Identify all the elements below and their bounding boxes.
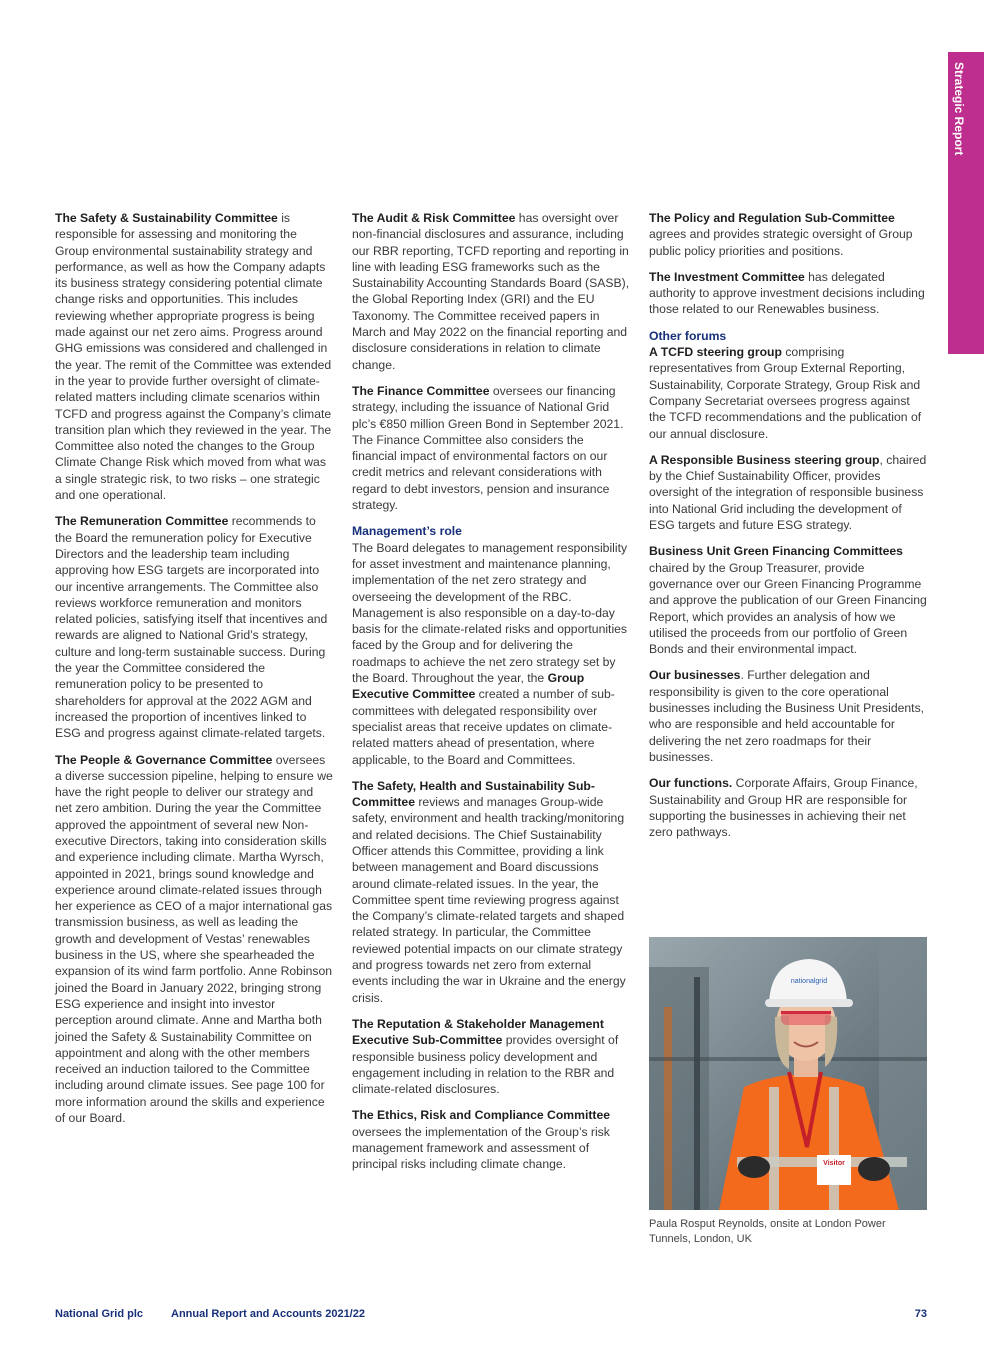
paragraph-our-functions [649, 775, 927, 840]
paragraph-lead: The Finance Committee [352, 383, 490, 398]
paragraph-people-governance [55, 752, 333, 1127]
paragraph-lead: The Audit & Risk Committee [352, 211, 516, 225]
paragraph-body: chaired by the Group Treasurer, provide governance over our Green Financing Programme and approve the publication of our Green Financing Report, which provides an analysis of how we utilised the proceeds from our portfolio of Green Bonds and their environmental impact. [649, 560, 927, 657]
paragraph-lead: The Policy and Regulation Sub-Committee [649, 211, 895, 225]
footer-report-title: Annual Report and Accounts 2021/22 [171, 1308, 365, 1320]
paragraph-investment [649, 269, 927, 318]
paragraph-reputation [352, 1016, 630, 1097]
paragraph-body: created a number of sub-committees with delegated responsibility over specialist areas that receive updates on climate-related matters ahead of presentation, where applicable, to the Board and Committees. [352, 687, 615, 767]
paragraph-tcfd [649, 344, 927, 442]
paragraph-body: provides oversight of responsible business policy development and engagement including in relation to the RBR and climate-related disclosures. [352, 1033, 619, 1097]
photo-caption: Paula Rosput Reynolds, onsite at London Power Tunnels, London, UK [649, 1218, 886, 1245]
column-middle [352, 210, 630, 1183]
paragraph-lead: The People & Governance Committee [55, 752, 273, 767]
paragraph-management [352, 540, 630, 768]
paragraph-green-financing [649, 543, 927, 657]
paragraph-lead: Business Unit Green Financing Committees [649, 544, 903, 559]
paragraph-body: oversees a diverse succession pipeline, helping to ensure we have the right people to deliver our strategy and net zero ambition. During the year the Committee approved the appointment of several new Non-executive Directors, taking into consideration skills and experience including climate. Martha Wyrsch, appointed in 2021, brings sound knowledge and experience around climate-related issues through her experience as CEO of a major international gas transmission business, as well as leading the growth and development of Vestas’ renewables business in the US, where she spearheaded the expansion of its wind farm portfolio. Anne Robinson joined the Board in January 2022, bringing strong ESG experience and insight into investor perception around climate. Anne and Martha both joined the Safety & Sustainability Committee on appointment and along with the other members received an induction tailored to the Committee including around climate issues. See page 100 for more information around the skills and experience of our Board. [55, 752, 333, 1126]
paragraph-body: oversees our financing strategy, including the issuance of National Grid plc’s €850 million Green Bond in September 2021. The Finance Committee also considers the financial impact of environmental factors on our credit metrics and relevant considerations with regard to debt investors, pension and insurance strategy. [352, 383, 624, 513]
paragraph-body: , chaired by the Chief Sustainability Officer, provides oversight of the integration of responsible business into National Grid including the development of ESG targets and future ESG strategy. [649, 452, 927, 533]
column-left [55, 210, 333, 1136]
paragraph-ethics [352, 1107, 630, 1172]
paragraph-body: oversees the implementation of the Group’s risk management framework and assessment of principal risks including climate change. [352, 1124, 610, 1172]
paragraph-body: Corporate Affairs, Group Finance, Sustainability and Group HR are responsible for supporting the businesses in achieving their net zero pathways. [649, 776, 918, 840]
paragraph-remuneration [55, 513, 333, 741]
paragraph-body: recommends to the Board the remuneration policy for Executive Directors and the leadership team including approving how ESG targets are incorporated into our incentive arrangements. The Committee also reviews workforce remuneration and monitors related policies, satisfying itself that incentives and rewards are aligned to National Grid’s strategy, culture and long-term sustainable success. During the year the Committee considered the remuneration policy to be presented to shareholders for approval at the 2022 AGM and increased the proportion of incentives linked to ESG and progress against climate-related targets. [55, 514, 328, 741]
paragraph-lead: The Investment Committee [649, 269, 805, 284]
paragraph-safety-sustainability [55, 210, 333, 503]
paragraph-lead: The Safety, Health and Sustainability Sub-Committee [352, 778, 595, 810]
paragraph-lead: The Reputation & Stakeholder Management Executive Sub-Committee [352, 1016, 604, 1048]
paragraph-policy-regulation [649, 210, 927, 259]
section-tab-label: Strategic Report [952, 62, 966, 156]
paragraph-lead: A TCFD steering group [649, 345, 782, 360]
paragraph-responsible-business [649, 452, 927, 533]
paragraph-lead: The Ethics, Risk and Compliance Committee [352, 1108, 611, 1123]
paragraph-body: The Board delegates to management responsibility for asset investment and maintenance planning, implementation of the net zero strategy and overseeing the development of the RBC. Management is also responsible on a day-to-day basis for the climate-related risks and opportunities faced by the Group and for delivering the roadmaps to achieve the net zero strategy set by the Board. Throughout the year, the [352, 540, 628, 686]
paragraph-body: is responsible for assessing and monitoring the Group environmental sustainability strategy and performance, as well as how the Company adapts its business strategy considering potential climate change risks and opportunities. This includes reviewing whether appropriate progress is being made against our net zero aims. Progress around GHG emissions was considered and challenged in the year. The remit of the Committee was extended in the year to provide further oversight of climate-related matters including climate scenarios within TCFD and progress against the Company’s climate transition plan which they reviewed in the year. The Committee also noted the changes to the Group Climate Change Risk which moved from what was a single strategic risk, to two risks – one strategic and one operational. [55, 211, 332, 503]
paragraph-audit-risk [352, 210, 630, 373]
heading-managements-role: Management’s role [352, 524, 462, 539]
visitor-badge: Visitor [823, 1160, 845, 1167]
paragraph-safety-health [352, 778, 630, 1006]
paragraph-lead: A Responsible Business steering group [649, 452, 880, 467]
footer-company: National Grid plc [55, 1308, 144, 1320]
page-number: 73 [914, 1308, 927, 1320]
paragraph-body: comprising representatives from Group External Reporting, Sustainability, Corporate Strategy, Group Risk and Company Secretariat oversees progress against the TCFD recommendations and the publication of our annual disclosure. [649, 345, 922, 441]
paragraph-our-businesses [649, 667, 927, 765]
paragraph-body: agrees and provides strategic oversight of Group public policy priorities and positions. [649, 227, 913, 258]
worker-photo-illustration [649, 937, 927, 1210]
paragraph-finance [352, 383, 630, 513]
paragraph-body: reviews and manages Group-wide safety, environment and health tracking/monitoring and related decisions. The Chief Sustainability Officer attends this Committee, providing a link between management and Board discussions around climate-related issues. In the year, the Committee spent time reviewing progress against the Company’s climate-related targets and shaped related strategy. In particular, the Committee reviewed potential impacts on our climate strategy and progress towards net zero from external events including the war in Ukraine and the energy crisis. [352, 795, 626, 1005]
helmet-logo: nationalgrid [790, 978, 828, 985]
paragraph-lead: Our businesses [649, 668, 741, 683]
paragraph-emphasis: Group Executive Committee [352, 671, 585, 702]
paragraph-body: has delegated authority to approve investment decisions including those related to our Renewables business. [649, 269, 925, 317]
paragraph-lead: The Remuneration Committee [55, 514, 229, 529]
paragraph-lead: The Safety & Sustainability Committee [55, 211, 278, 225]
column-right [649, 210, 927, 850]
heading-other-forums: Other forums [649, 328, 727, 343]
paragraph-body: has oversight over non-financial disclosures and assurance, including our RBR reporting, TCFD reporting and reporting in line with leading ESG frameworks such as the Sustainability Accounting Standards Board (SASB), the Global Reporting Index (GRI) and the EU Taxonomy. The Committee received papers in March and May 2022 on the financial reporting and disclosure considerations in relation to climate change. [352, 211, 630, 372]
section-tab [948, 52, 984, 354]
paragraph-lead: Our functions. [649, 776, 733, 791]
worker-photo [649, 937, 927, 1210]
paragraph-body: . Further delegation and responsibility is given to the core operational businesses including the Business Unit Presidents, who are responsible and held accountable for delivering the net zero roadmaps for their businesses. [649, 668, 925, 764]
